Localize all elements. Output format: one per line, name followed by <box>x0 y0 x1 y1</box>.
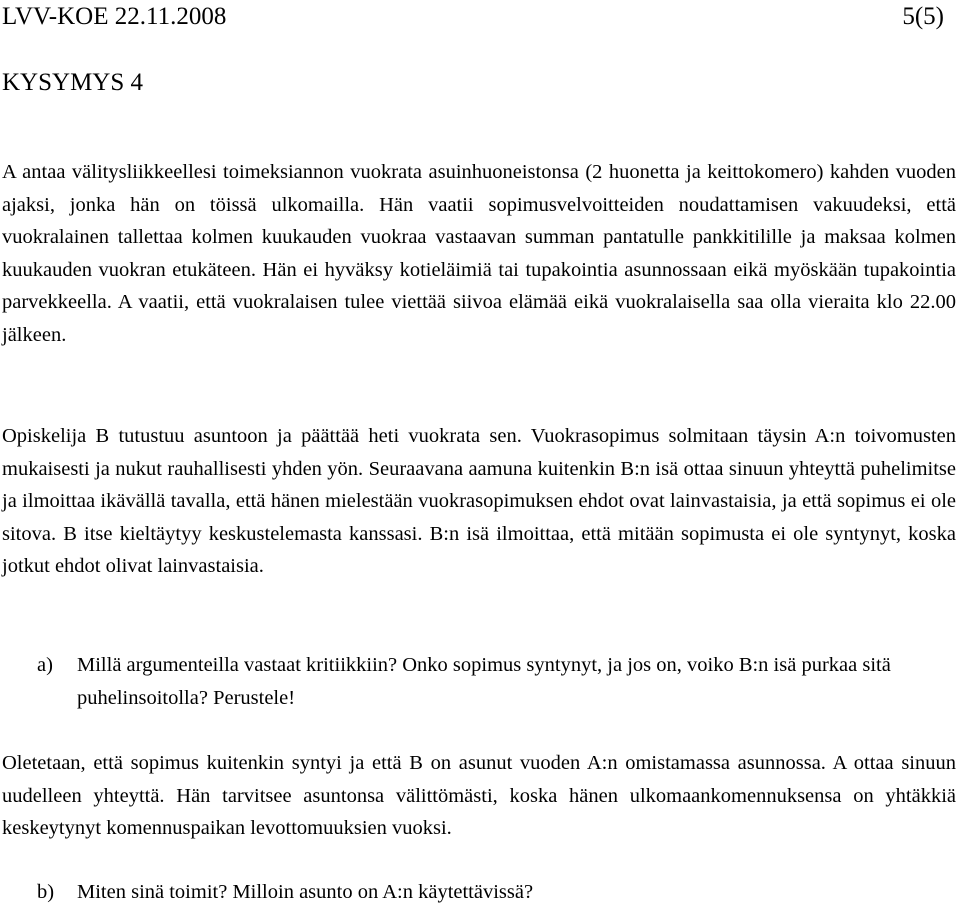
question-b-text: Miten sinä toimit? Milloin asunto on A:n käytettävissä? <box>77 881 534 903</box>
page-header <box>2 2 958 32</box>
question-a-text: Millä argumenteilla vastaat kritiikkiin? Onko sopimus syntynyt, ja jos on, voiko B:n isä purkaa sitä puhelinsoitolla? Perustele! <box>77 654 891 709</box>
question-b <box>37 876 956 909</box>
question-a <box>37 649 956 714</box>
question-b-letter: b) <box>37 881 55 903</box>
question-a-letter: a) <box>37 654 53 676</box>
case-paragraph-3: Oletetaan, että sopimus kuitenkin syntyi ja että B on asunut vuoden A:n omistamassa asunnossa. A ottaa sinuun uudelleen yhteyttä. Hän tarvitsee asuntonsa välittömästi, koska hänen ulkomaankomennuksensa on yhtäkkiä keskeytynyt komennuspaikan levottomuuksien vuoksi. <box>2 752 956 839</box>
question-title: KYSYMYS 4 <box>2 69 144 96</box>
case-paragraph-2: Opiskelija B tutustuu asuntoon ja päättää heti vuokrata sen. Vuokrasopimus solmitaan täysin A:n toivomusten mukaisesti ja nukut rauhallisesti yhden yön. Seuraavana aamuna kuitenkin B:n isä ottaa sinuun yhteyttä puhelimitse ja ilmoittaa ikävällä tavalla, että hänen mielestään vuokrasopimuksen ehdot ovat lainvastaisia, ja että sopimus ei ole sitova. B itse kieltäytyy keskustelemasta kanssasi. B:n isä ilmoittaa, että mitään sopimusta ei ole syntynyt, koska jotkut ehdot olivat lainvastaisia. <box>2 425 956 577</box>
exam-code: LVV-KOE 22.11.2008 <box>2 3 227 30</box>
page-number: 5(5) <box>902 3 944 30</box>
case-paragraph-1: A antaa välitysliikkeellesi toimeksiannon vuokrata asuinhuoneistonsa (2 huonetta ja keittokomero) kahden vuoden ajaksi, jonka hän on töissä ulkomailla. Hän vaatii sopimusvelvoitteiden noudattamisen vakuudeksi, että vuokralainen tallettaa kolmen kuukauden vuokraa vastaavan summan pantatulle pankkitilille ja maksaa kolmen kuukauden vuokran etukäteen. Hän ei hyväksy kotieläimiä tai tupakointia asunnossaan eikä myöskään tupakointia parvekkeella. A vaatii, että vuokralaisen tulee viettää siivoa elämää eikä vuokralaisella saa olla vieraita klo 22.00 jälkeen. <box>2 161 956 346</box>
